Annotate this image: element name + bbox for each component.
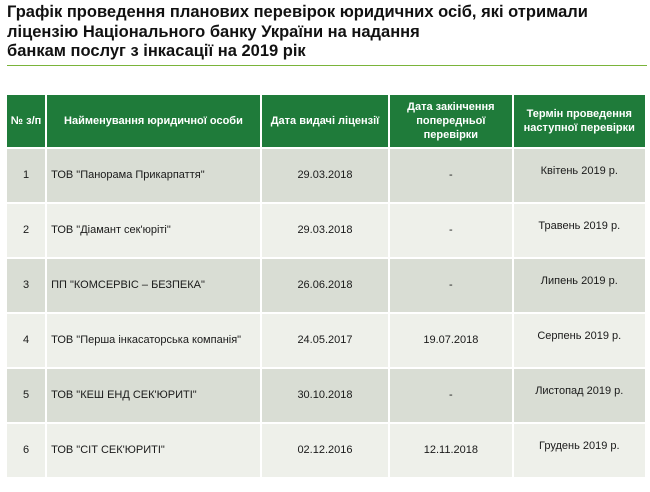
title-divider: [7, 65, 647, 66]
cell-license-date: 29.03.2018: [262, 204, 388, 257]
cell-name: ТОВ "КЕШ ЕНД СЕК'ЮРИТІ": [47, 369, 260, 422]
cell-name: ТОВ "Панорама Прикарпаття": [47, 149, 260, 202]
title-line-2: ліцензію Національного банку України на надання: [7, 22, 420, 41]
cell-prev-check: -: [390, 259, 511, 312]
cell-num: 3: [7, 259, 45, 312]
cell-license-date: 29.03.2018: [262, 149, 388, 202]
cell-next-check-text: Квітень 2019 р.: [540, 165, 618, 177]
table-row: [7, 314, 645, 367]
header-next-check: Термін проведення наступної перевірки: [514, 95, 645, 147]
table-row: [7, 424, 645, 477]
cell-num: 6: [7, 424, 45, 477]
cell-next-check-text: Травень 2019 р.: [538, 220, 621, 232]
title-line-3: банкам послуг з інкасації на 2019 рік: [7, 42, 306, 60]
cell-prev-check: -: [390, 149, 511, 202]
cell-prev-check: -: [390, 369, 511, 422]
cell-next-check-text: Грудень 2019 р.: [538, 440, 620, 452]
inspection-schedule-table: [5, 93, 647, 479]
cell-prev-check: -: [390, 204, 511, 257]
title-line-1: Графік проведення планових перевірок юридичних осіб, які отримали: [7, 3, 588, 21]
cell-name: ТОВ "СІТ СЕК'ЮРИТІ": [47, 424, 260, 477]
cell-num: 1: [7, 149, 45, 202]
cell-name: ТОВ "Діамант сек'юріті": [47, 204, 260, 257]
cell-next-check-text: Липень 2019 р.: [540, 275, 618, 287]
cell-name: ТОВ "Перша інкасаторська компанія": [47, 314, 260, 367]
cell-num: 2: [7, 204, 45, 257]
header-prev-check: Дата закінчення попередньої перевірки: [390, 95, 511, 147]
cell-next-check: [514, 424, 645, 477]
cell-name: ПП "КОМСЕРВІС – БЕЗПЕКА": [47, 259, 260, 312]
table-row: [7, 204, 645, 257]
table-header-row: [7, 95, 645, 147]
cell-prev-check: 19.07.2018: [390, 314, 511, 367]
cell-next-check-text: Листопад 2019 р.: [535, 385, 624, 397]
cell-license-date: 26.06.2018: [262, 259, 388, 312]
cell-next-check: [514, 314, 645, 367]
cell-num: 4: [7, 314, 45, 367]
cell-next-check: [514, 369, 645, 422]
cell-license-date: 30.10.2018: [262, 369, 388, 422]
page-title: [7, 3, 607, 62]
cell-num: 5: [7, 369, 45, 422]
header-num: № з/п: [7, 95, 45, 147]
table-row: [7, 259, 645, 312]
cell-next-check: [514, 149, 645, 202]
table-row: [7, 149, 645, 202]
header-license-date: Дата видачі ліцензії: [262, 95, 388, 147]
cell-next-check: [514, 204, 645, 257]
cell-next-check: [514, 259, 645, 312]
cell-prev-check: 12.11.2018: [390, 424, 511, 477]
cell-license-date: 24.05.2017: [262, 314, 388, 367]
header-name: Найменування юридичної особи: [47, 95, 260, 147]
cell-next-check-text: Серпень 2019 р.: [537, 330, 622, 342]
table-row: [7, 369, 645, 422]
cell-license-date: 02.12.2016: [262, 424, 388, 477]
